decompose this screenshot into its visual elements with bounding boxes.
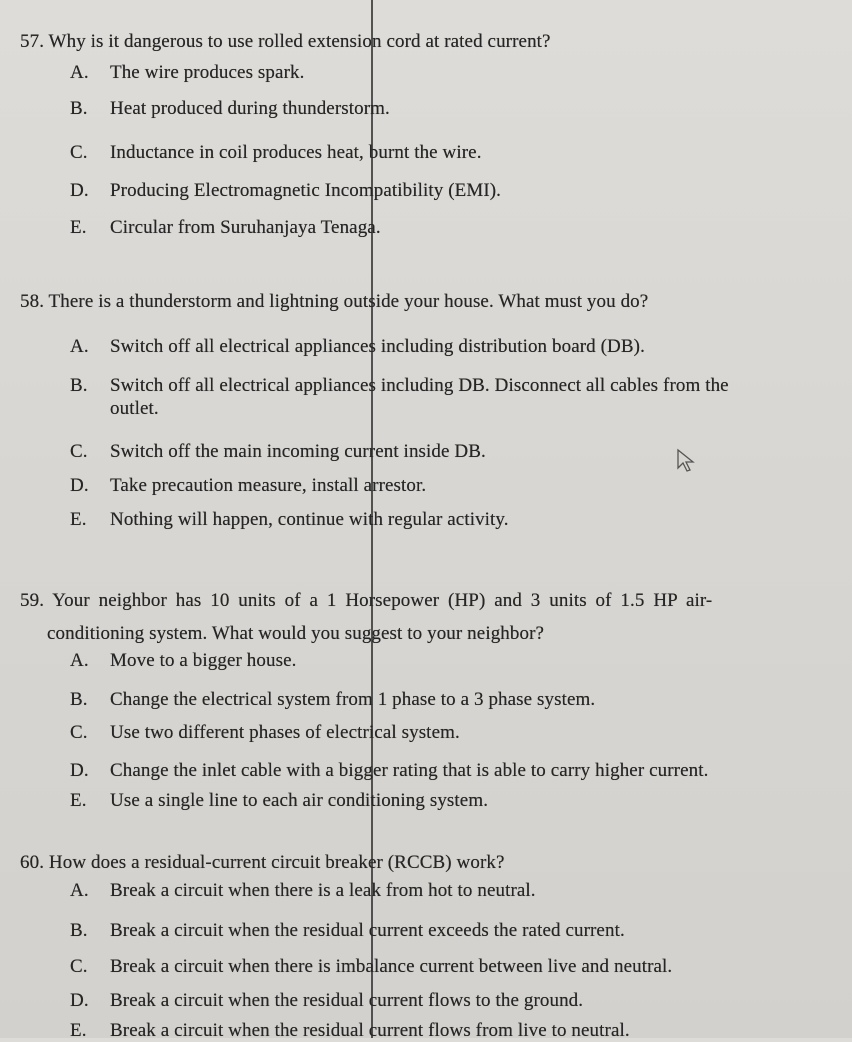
- question-59-continued: conditioning system. What would you suggest to your neighbor?: [47, 623, 545, 644]
- option-letter: E.: [70, 1020, 87, 1041]
- option-59-b: Change the electrical system from 1 phase to a 3 phase system.: [110, 689, 596, 710]
- question-58: 58. There is a thunderstorm and lightning outside your house. What must you do?: [20, 291, 649, 312]
- option-letter: D.: [70, 760, 89, 781]
- option-58-d: Take precaution measure, install arrestor.: [110, 475, 427, 496]
- option-60-e: Break a circuit when the residual current flows from live to neutral.: [110, 1020, 630, 1041]
- option-letter: B.: [70, 98, 88, 119]
- option-58-c: Switch off the main incoming current inside DB.: [110, 441, 486, 462]
- option-57-b: Heat produced during thunderstorm.: [110, 98, 390, 119]
- option-59-e: Use a single line to each air conditioning system.: [110, 790, 489, 811]
- option-letter: E.: [70, 217, 87, 238]
- option-letter: D.: [70, 180, 89, 201]
- option-letter: E.: [70, 509, 87, 530]
- option-letter: B.: [70, 920, 88, 941]
- question-57: 57. Why is it dangerous to use rolled extension cord at rated current?: [20, 31, 551, 52]
- option-letter: B.: [70, 689, 88, 710]
- option-58-b-continued: outlet.: [110, 398, 159, 419]
- option-letter: A.: [70, 650, 89, 671]
- option-letter: B.: [70, 375, 88, 396]
- option-59-a: Move to a bigger house.: [110, 650, 297, 671]
- option-58-a: Switch off all electrical appliances including distribution board (DB).: [110, 336, 645, 357]
- option-60-c: Break a circuit when there is imbalance current between live and neutral.: [110, 956, 673, 977]
- option-letter: C.: [70, 956, 88, 977]
- option-57-a: The wire produces spark.: [110, 62, 305, 83]
- mouse-cursor-icon: [676, 448, 698, 474]
- option-60-b: Break a circuit when the residual current exceeds the rated current.: [110, 920, 625, 941]
- option-letter: C.: [70, 142, 88, 163]
- option-60-a: Break a circuit when there is a leak from hot to neutral.: [110, 880, 536, 901]
- option-59-d: Change the inlet cable with a bigger rating that is able to carry higher current.: [110, 760, 709, 781]
- option-57-d: Producing Electromagnetic Incompatibility (EMI).: [110, 180, 502, 201]
- option-60-d: Break a circuit when the residual current flows to the ground.: [110, 990, 584, 1011]
- option-letter: A.: [70, 880, 89, 901]
- question-59: 59. Your neighbor has 10 units of a 1 Horsepower (HP) and 3 units of 1.5 HP air-: [20, 590, 713, 611]
- option-letter: A.: [70, 336, 89, 357]
- option-letter: D.: [70, 990, 89, 1011]
- option-57-e: Circular from Suruhanjaya Tenaga.: [110, 217, 381, 238]
- option-58-b: Switch off all electrical appliances including DB. Disconnect all cables from the: [110, 375, 729, 396]
- option-58-e: Nothing will happen, continue with regular activity.: [110, 509, 509, 530]
- option-letter: C.: [70, 441, 88, 462]
- option-letter: E.: [70, 790, 87, 811]
- option-59-c: Use two different phases of electrical system.: [110, 722, 460, 743]
- option-letter: A.: [70, 62, 89, 83]
- option-57-c: Inductance in coil produces heat, burnt the wire.: [110, 142, 482, 163]
- option-letter: D.: [70, 475, 89, 496]
- option-letter: C.: [70, 722, 88, 743]
- question-60: 60. How does a residual-current circuit breaker (RCCB) work?: [20, 852, 505, 873]
